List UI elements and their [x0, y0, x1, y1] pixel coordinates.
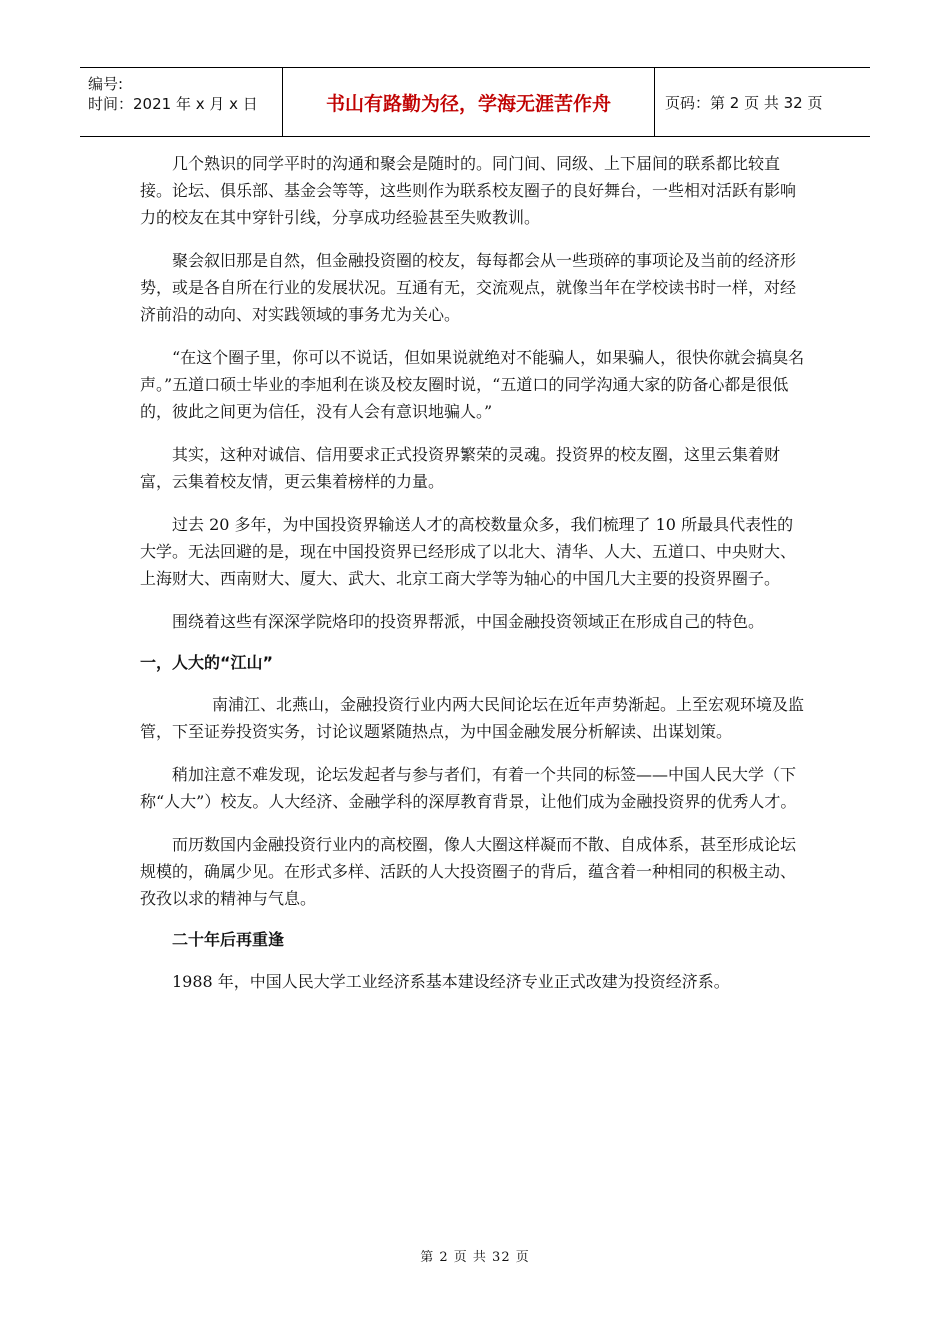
paragraph-1: 几个熟识的同学平时的沟通和聚会是随时的。同门间、同级、上下届间的联系都比较直接。论坛、俱乐部、基金会等等，这些则作为联系校友圈子的良好舞台，一些相对活跃有影响力的校友在其中穿针引线，分享成功经验甚至失败教训。	[140, 154, 797, 227]
number-label: 编号:	[88, 75, 124, 93]
paragraph-9: 而历数国内金融投资行业内的高校圈，像人大圈这样凝而不散、自成体系，甚至形成论坛规模的，确属少见。在形式多样、活跃的人大投资圈子的背后，蕴含着一种相同的积极主动、孜孜以求的精神与气息。	[140, 835, 797, 908]
subsection-heading: 二十年后再重逢	[172, 930, 285, 949]
paragraph-6: 围绕着这些有深深学院烙印的投资界帮派，中国金融投资领域正在形成自己的特色。	[172, 612, 765, 631]
header-motto: 书山有路勤为径，学海无涯苦作舟	[283, 68, 655, 136]
paragraph-4: 其实，这种对诚信、信用要求正式投资界繁荣的灵魂。投资界的校友圈，这里云集着财富，云集着校友情，更云集着榜样的力量。	[140, 445, 781, 491]
paragraph-10: 1988 年，中国人民大学工业经济系基本建设经济专业正式改建为投资经济系。	[172, 972, 730, 991]
paragraph-3: “在这个圈子里，你可以不说话，但如果说就绝对不能骗人，如果骗人，很快你就会搞臭名声。”五道口硕士毕业的李旭利在谈及校友圈时说，“五道口的同学沟通大家的防备心都是很低的，彼此之间更为信任，没有人会有意识地骗人。”	[140, 348, 805, 421]
header-meta	[80, 68, 283, 136]
paragraph-8: 稍加注意不难发现，论坛发起者与参与者们，有着一个共同的标签——中国人民大学（下称“人大”）校友。人大经济、金融学科的深厚教育背景，让他们成为金融投资界的优秀人才。	[140, 765, 797, 811]
section-heading-1: 一，人大的“江山”	[140, 653, 274, 672]
paragraph-5: 过去 20 多年，为中国投资界输送人才的高校数量众多，我们梳理了 10 所最具代表性的大学。无法回避的是，现在中国投资界已经形成了以北大、清华、人大、五道口、中央财大、上海财大、西南财大、厦大、武大、北京工商大学等为轴心的中国几大主要的投资界圈子。	[140, 515, 797, 588]
document-body	[140, 150, 808, 1011]
page-footer: 第 2 页 共 32 页	[420, 1250, 530, 1265]
paragraph-2: 聚会叙旧那是自然，但金融投资圈的校友，每每都会从一些琐碎的事项论及当前的经济形势，或是各自所在行业的发展状况。互通有无，交流观点，就像当年在学校读书时一样，对经济前沿的动向、对实践领域的事务尤为关心。	[140, 251, 797, 324]
date-label: 时间：2021 年 x 月 x 日	[88, 95, 258, 113]
header-page-label: 页码：第 2 页 共 32 页	[665, 93, 823, 112]
page-header	[80, 67, 870, 137]
paragraph-7: 南浦江、北燕山，金融投资行业内两大民间论坛在近年声势渐起。上至宏观环境及监管，下至证券投资实务，讨论议题紧随热点，为中国金融发展分析解读、出谋划策。	[140, 695, 805, 741]
